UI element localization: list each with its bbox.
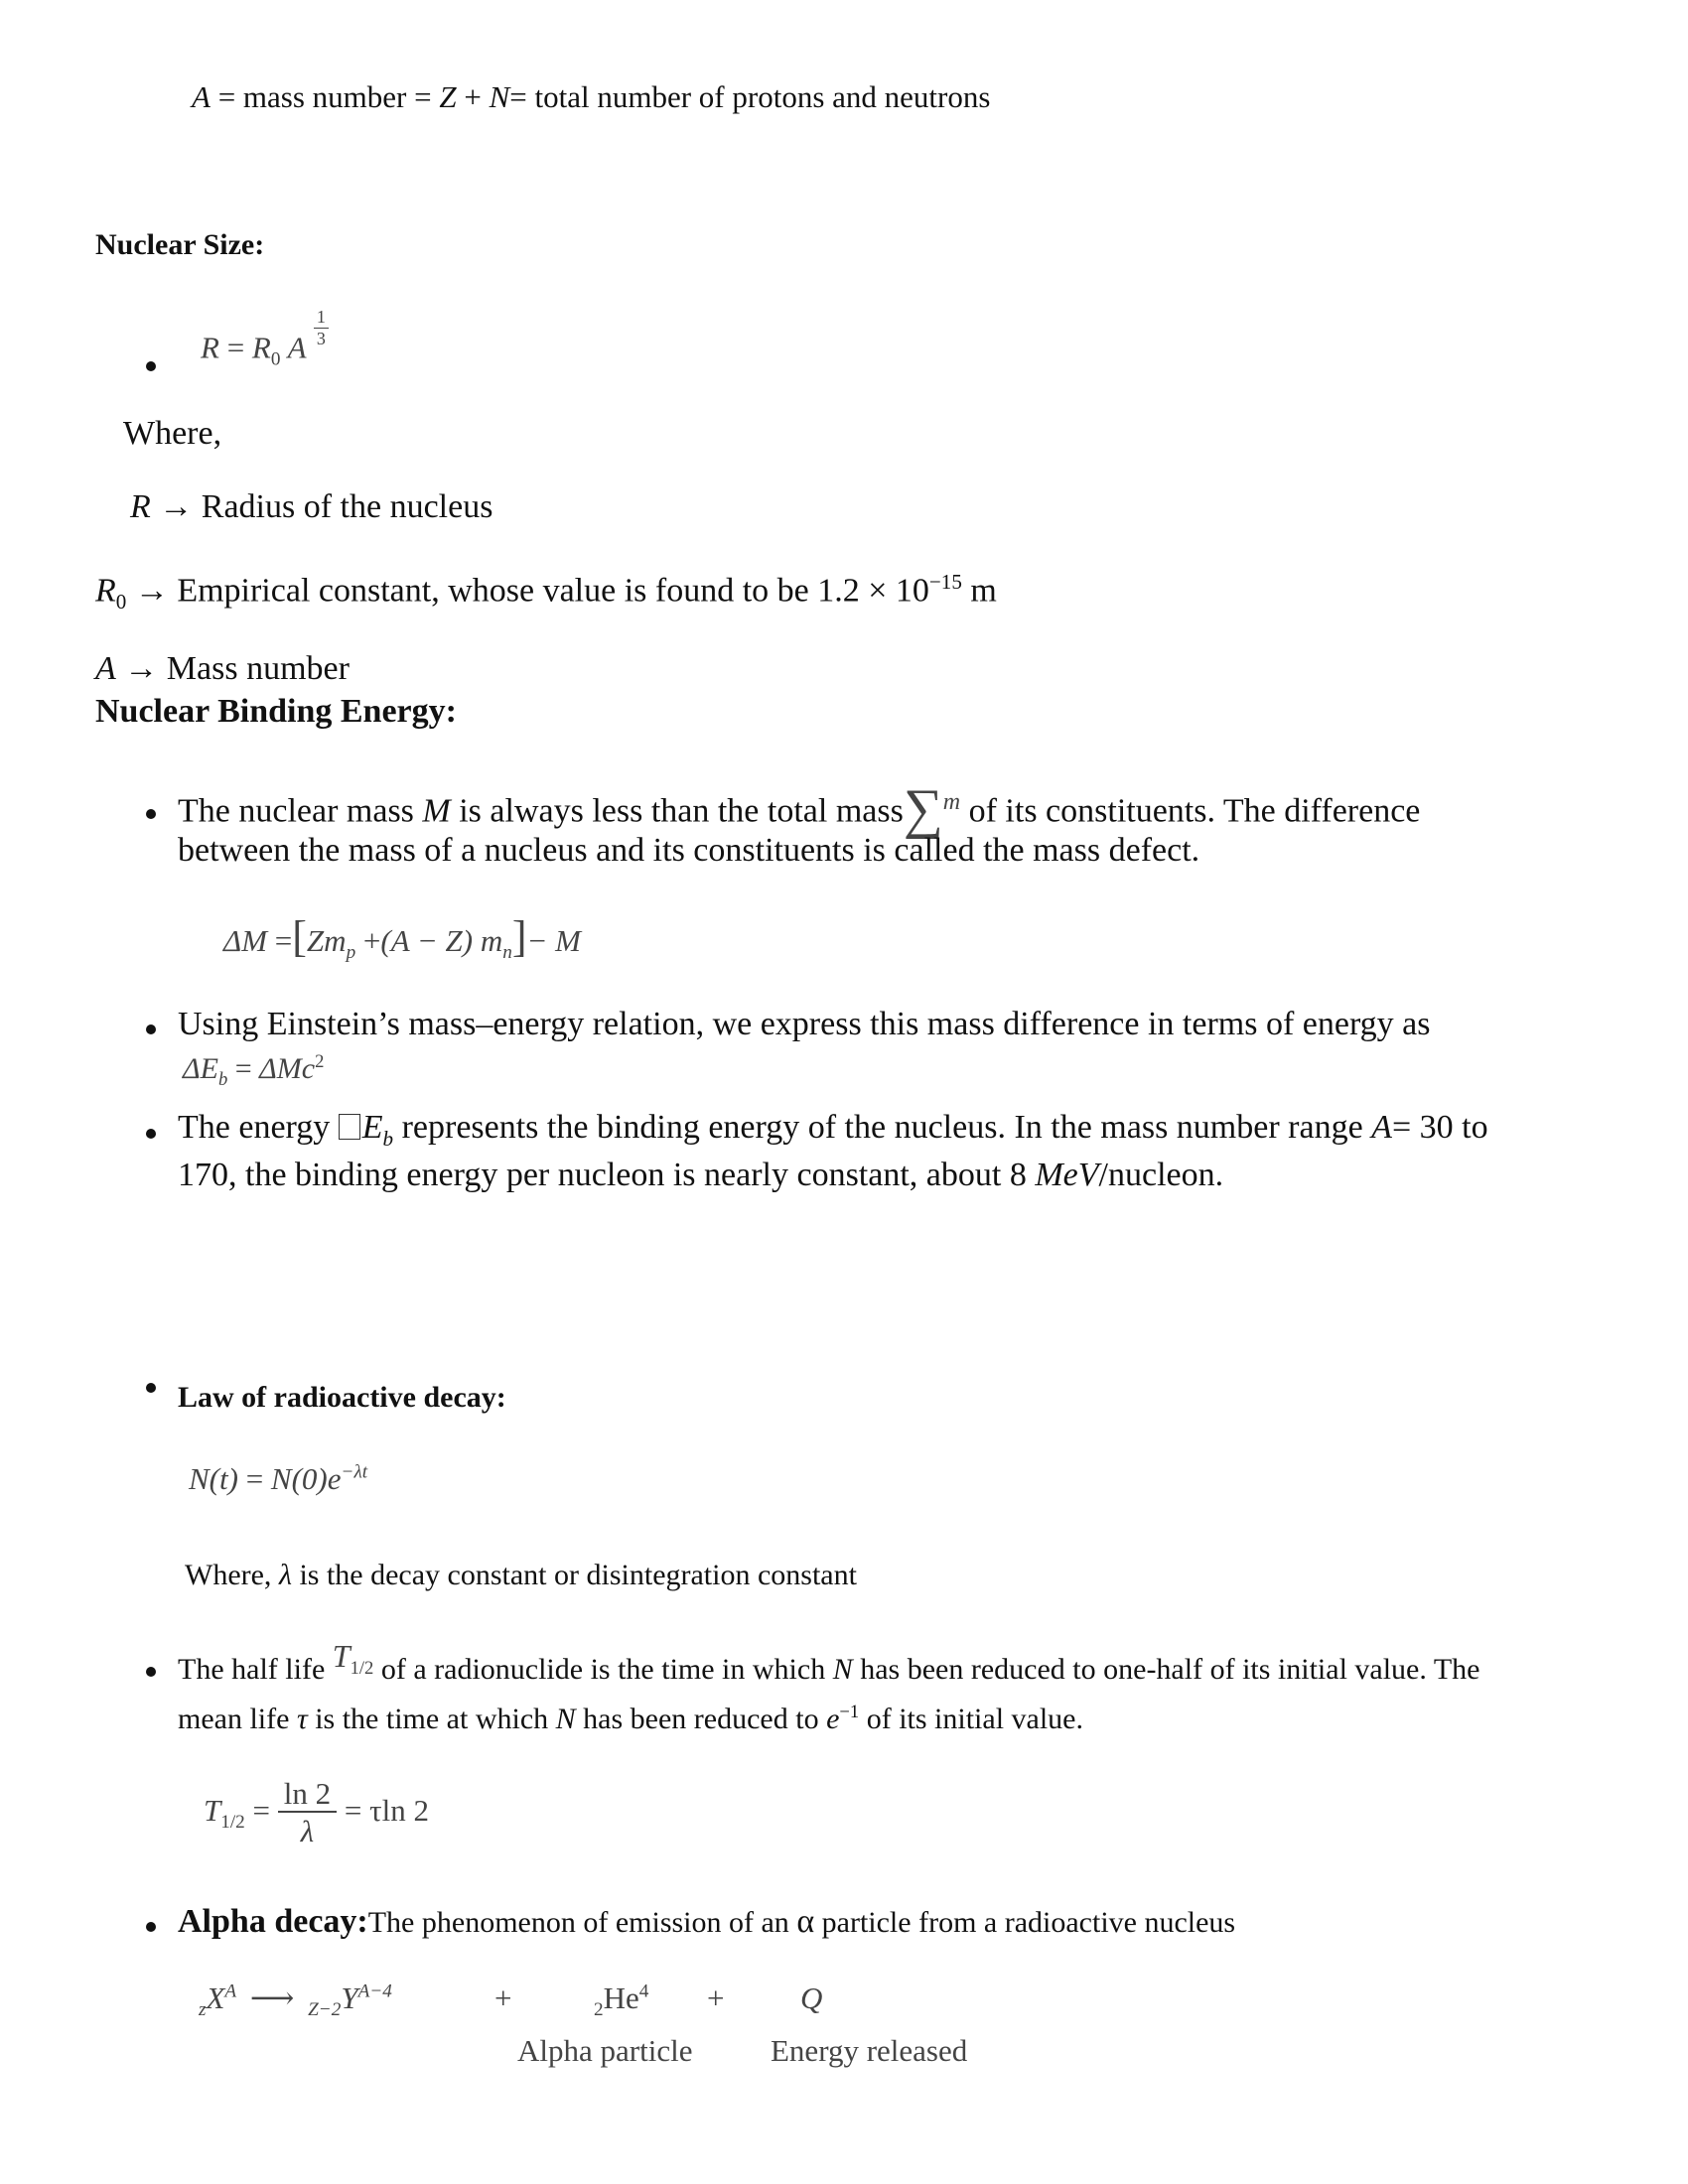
subscript-half: 1/2 [220, 1811, 245, 1833]
bullet [146, 1129, 156, 1139]
text: The energy [178, 1109, 339, 1146]
symbol-lambda: λ [278, 1559, 292, 1591]
equals: = [245, 1461, 264, 1496]
symbol-R: R [95, 572, 116, 610]
symbol-T: T [204, 1792, 221, 1828]
equals: = [226, 330, 245, 365]
text: Radius of the nucleus [201, 488, 493, 525]
alpha-particle-label: Alpha particle [517, 2033, 693, 2068]
symbol-A: A [287, 330, 307, 365]
subscript-b: b [217, 1069, 228, 1090]
binding-energy-formula [183, 1051, 324, 1091]
definition-A [95, 650, 350, 688]
symbol-R: R [201, 330, 219, 365]
bullet [146, 1667, 156, 1677]
text: Mass number [166, 650, 350, 687]
symbol-N: N [489, 79, 510, 114]
nuclear-radius-formula [201, 307, 329, 371]
symbol-tau: τ [296, 1703, 308, 1735]
binding-bullet-1-line-2: between the mass of a nucleus and its constituents is called the mass defect. [178, 832, 1200, 869]
symbol-A: A [95, 650, 116, 687]
symbol-Q: Q [800, 1980, 823, 2015]
decay-law-formula [189, 1461, 367, 1497]
helium-nucleus [594, 1980, 648, 2021]
symbol-N: N [832, 1653, 853, 1686]
equals: = [234, 1052, 252, 1085]
bullet [146, 1383, 156, 1393]
decay-constant-definition [185, 1559, 857, 1592]
definition-R [130, 488, 492, 526]
arrow: → [134, 572, 169, 610]
symbol-alpha: α [796, 1903, 815, 1940]
bullet [146, 1922, 156, 1932]
tau-ln2: = τln 2 [344, 1792, 429, 1828]
text: represents the binding energy of the nucleus. In the mass number range [393, 1109, 1372, 1146]
text: = total number of protons and neutrons [509, 79, 991, 114]
arrow: → [159, 488, 194, 525]
symbol-m: m [480, 923, 503, 958]
N-of-t: N(t) [189, 1461, 238, 1496]
alpha-decay-heading: Alpha decay: [178, 1903, 368, 1940]
numerator: ln 2 [278, 1777, 337, 1813]
N0-e: N(0)e [270, 1461, 342, 1496]
reaction-arrow: ⟶ [249, 1980, 295, 2015]
subscript-b: b [382, 1126, 394, 1151]
symbol-R: R [130, 488, 151, 525]
energy-released-label: Energy released [771, 2033, 968, 2068]
delta-M: ΔM [223, 923, 268, 958]
denominator: λ [300, 1814, 315, 1849]
prefix-2: 2 [594, 1999, 604, 2021]
exponent-numerator: 1 [314, 308, 329, 329]
text: 170, the binding energy per nucleon is nearly constant, about 8 [178, 1157, 1036, 1193]
text: Empirical constant, whose value is found to be 1.2 × 10 [177, 572, 929, 610]
bullet [146, 361, 156, 371]
symbol-m: m [942, 789, 961, 815]
ln2-over-lambda [278, 1777, 337, 1849]
text: The half life [178, 1653, 333, 1686]
bullet [146, 1024, 156, 1034]
equals: = [252, 1792, 271, 1828]
text: has been reduced to [575, 1703, 827, 1735]
plus: + [362, 923, 381, 958]
paren-expr: (A − Z) [380, 923, 474, 958]
symbol-M: M [422, 792, 451, 830]
text: The nuclear mass [178, 792, 423, 830]
symbol-R0: R [251, 330, 271, 365]
bullet [146, 809, 156, 819]
text: of a radionuclide is the time in which [373, 1653, 833, 1686]
symbol-A: A [1371, 1109, 1392, 1146]
symbol-X: X [206, 1980, 225, 2015]
superscript-2: 2 [315, 1051, 325, 1072]
half-life-line-1 [178, 1638, 1480, 1692]
alpha-decay-equation [199, 1980, 392, 2021]
text: Where, [185, 1559, 279, 1591]
text: of its constituents. The difference [960, 792, 1421, 830]
text: is the time at which [307, 1703, 556, 1735]
unit: m [970, 572, 997, 610]
minus-M: − M [526, 923, 581, 958]
symbol-T: T [332, 1638, 351, 1674]
subscript-n: n [502, 942, 512, 964]
decay-law-heading: Law of radioactive decay: [178, 1381, 506, 1414]
symbol-m: m [324, 923, 347, 958]
superscript-4: 4 [638, 1980, 649, 2002]
subscript-half: 1/2 [350, 1658, 374, 1679]
text: The phenomenon of emission of an [367, 1906, 797, 1939]
exponent: −1 [839, 1702, 860, 1722]
symbol-Z: Z [306, 923, 325, 958]
text: of its initial value. [859, 1703, 1083, 1735]
equals: = [274, 923, 293, 958]
binding-bullet-2: Using Einstein’s mass–energy relation, we express this mass difference in terms of energy as [178, 1006, 1431, 1042]
delta-Mc: ΔMc [259, 1052, 316, 1085]
delta-E: ΔE [183, 1052, 218, 1085]
binding-bullet-3-line-2 [178, 1157, 1223, 1194]
arrow: → [124, 650, 159, 687]
subscript-0: 0 [115, 590, 127, 614]
text: = 30 to [1391, 1109, 1488, 1146]
binding-energy-heading: Nuclear Binding Energy: [95, 693, 457, 730]
right-bracket: ] [511, 912, 527, 961]
alpha-decay-line [178, 1903, 1235, 1941]
exponent: −λt [341, 1461, 368, 1483]
left-bracket: [ [292, 912, 307, 961]
text: /nucleon. [1098, 1157, 1224, 1193]
text: = mass number = [217, 79, 432, 114]
half-life-line-2 [178, 1702, 1083, 1736]
plus-sign-1: + [494, 1980, 512, 2015]
mass-number-definition [192, 79, 990, 115]
binding-bullet-1-line-1 [178, 778, 1421, 841]
symbol-A: A [192, 79, 211, 114]
superscript-A-minus-4: A−4 [357, 1980, 392, 2002]
text: has been reduced to one-half of its initial value. The [852, 1653, 1480, 1686]
nuclear-size-heading: Nuclear Size: [95, 228, 265, 261]
text: mean life [178, 1703, 297, 1735]
text: is always less than the total mass [450, 792, 904, 830]
subscript-p: p [346, 942, 356, 964]
prefix-Z-minus-2: Z−2 [308, 1999, 342, 2021]
prefix-z: z [199, 1999, 207, 2021]
symbol-N: N [555, 1703, 576, 1735]
missing-glyph-box [339, 1114, 360, 1140]
exponent-denominator: 3 [316, 328, 326, 348]
plus: + [464, 79, 482, 114]
sigma-symbol: ∑ [903, 778, 943, 841]
symbol-Y: Y [341, 1980, 358, 2015]
exponent-fraction [314, 308, 329, 349]
mass-defect-formula [223, 911, 581, 964]
symbol-Z: Z [439, 79, 457, 114]
unit-MeV: MeV [1035, 1157, 1099, 1193]
symbol-E: E [361, 1109, 383, 1146]
binding-bullet-3-line-1 [178, 1109, 1488, 1152]
where-label: Where, [123, 415, 222, 452]
text: is the decay constant or disintegration constant [291, 1559, 857, 1591]
plus-sign-2: + [707, 1980, 725, 2015]
symbol-He: He [603, 1980, 639, 2015]
half-life-formula [204, 1777, 429, 1849]
superscript-A: A [224, 1980, 237, 2002]
subscript-0: 0 [270, 348, 281, 370]
exponent: −15 [928, 570, 962, 594]
text: particle from a radioactive nucleus [814, 1906, 1236, 1939]
symbol-e: e [826, 1703, 840, 1735]
definition-R0 [95, 570, 997, 614]
